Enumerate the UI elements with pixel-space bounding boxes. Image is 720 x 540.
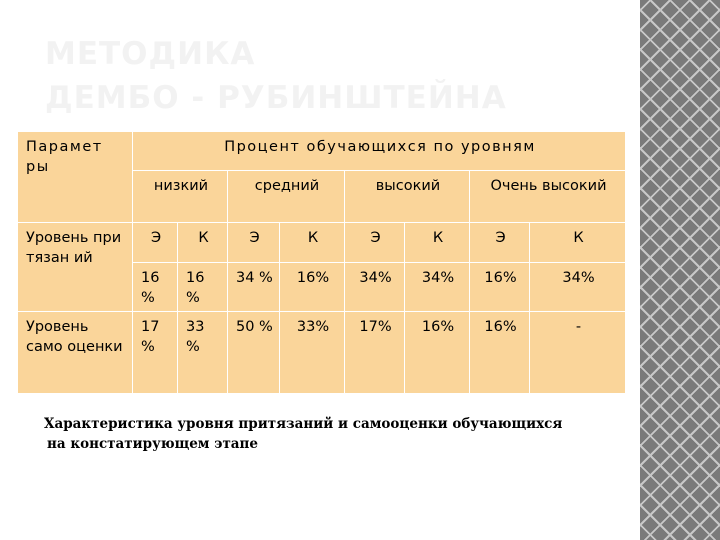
value-cell: 16% [470,312,530,394]
level-header-low: низкий [133,171,228,223]
value-cell: 16% [470,263,530,312]
level-header-high: высокий [345,171,470,223]
value-cell: 16 % [133,263,178,312]
value-cell: 16% [405,312,470,394]
level-header-medium: средний [228,171,345,223]
subheader-cell: Э [345,223,405,263]
title-line-1: МЕТОДИКА [45,36,256,72]
header-row-1 [18,132,626,171]
value-cell: 34% [345,263,405,312]
caption-line-1: Характеристика уровня притязаний и самооценки обучающихся [44,416,563,432]
subheader-row [18,223,626,263]
row-label-self-esteem: Уровень само оценки [18,312,133,394]
results-table [17,131,626,394]
slide-title [45,32,625,120]
subheader-cell: Э [470,223,530,263]
title-line-2: ДЕМБО - РУБИНШТЕЙНА [45,80,507,116]
value-cell: 33 % [178,312,228,394]
row-label-aspiration: Уровень притязан ий [18,223,133,312]
subheader-cell: К [280,223,345,263]
subheader-cell: К [530,223,626,263]
data-row-self-esteem [18,312,626,394]
value-cell: - [530,312,626,394]
value-cell: 33% [280,312,345,394]
subheader-cell: К [178,223,228,263]
value-cell: 17% [345,312,405,394]
value-cell: 16 % [178,263,228,312]
table-caption [44,414,604,454]
value-cell: 34% [405,263,470,312]
subheader-cell: Э [133,223,178,263]
percent-header-cell: Процент обучающихся по уровням [133,132,626,171]
param-header-cell: Парамет ры [18,132,133,223]
caption-line-2: на констатирующем этапе [47,436,259,452]
value-cell: 34 % [228,263,280,312]
value-cell: 50 % [228,312,280,394]
value-cell: 34% [530,263,626,312]
level-header-very-high: Очень высокий [470,171,626,223]
subheader-cell: К [405,223,470,263]
value-cell: 17 % [133,312,178,394]
decorative-pattern-strip [640,0,720,540]
value-cell: 16% [280,263,345,312]
subheader-cell: Э [228,223,280,263]
